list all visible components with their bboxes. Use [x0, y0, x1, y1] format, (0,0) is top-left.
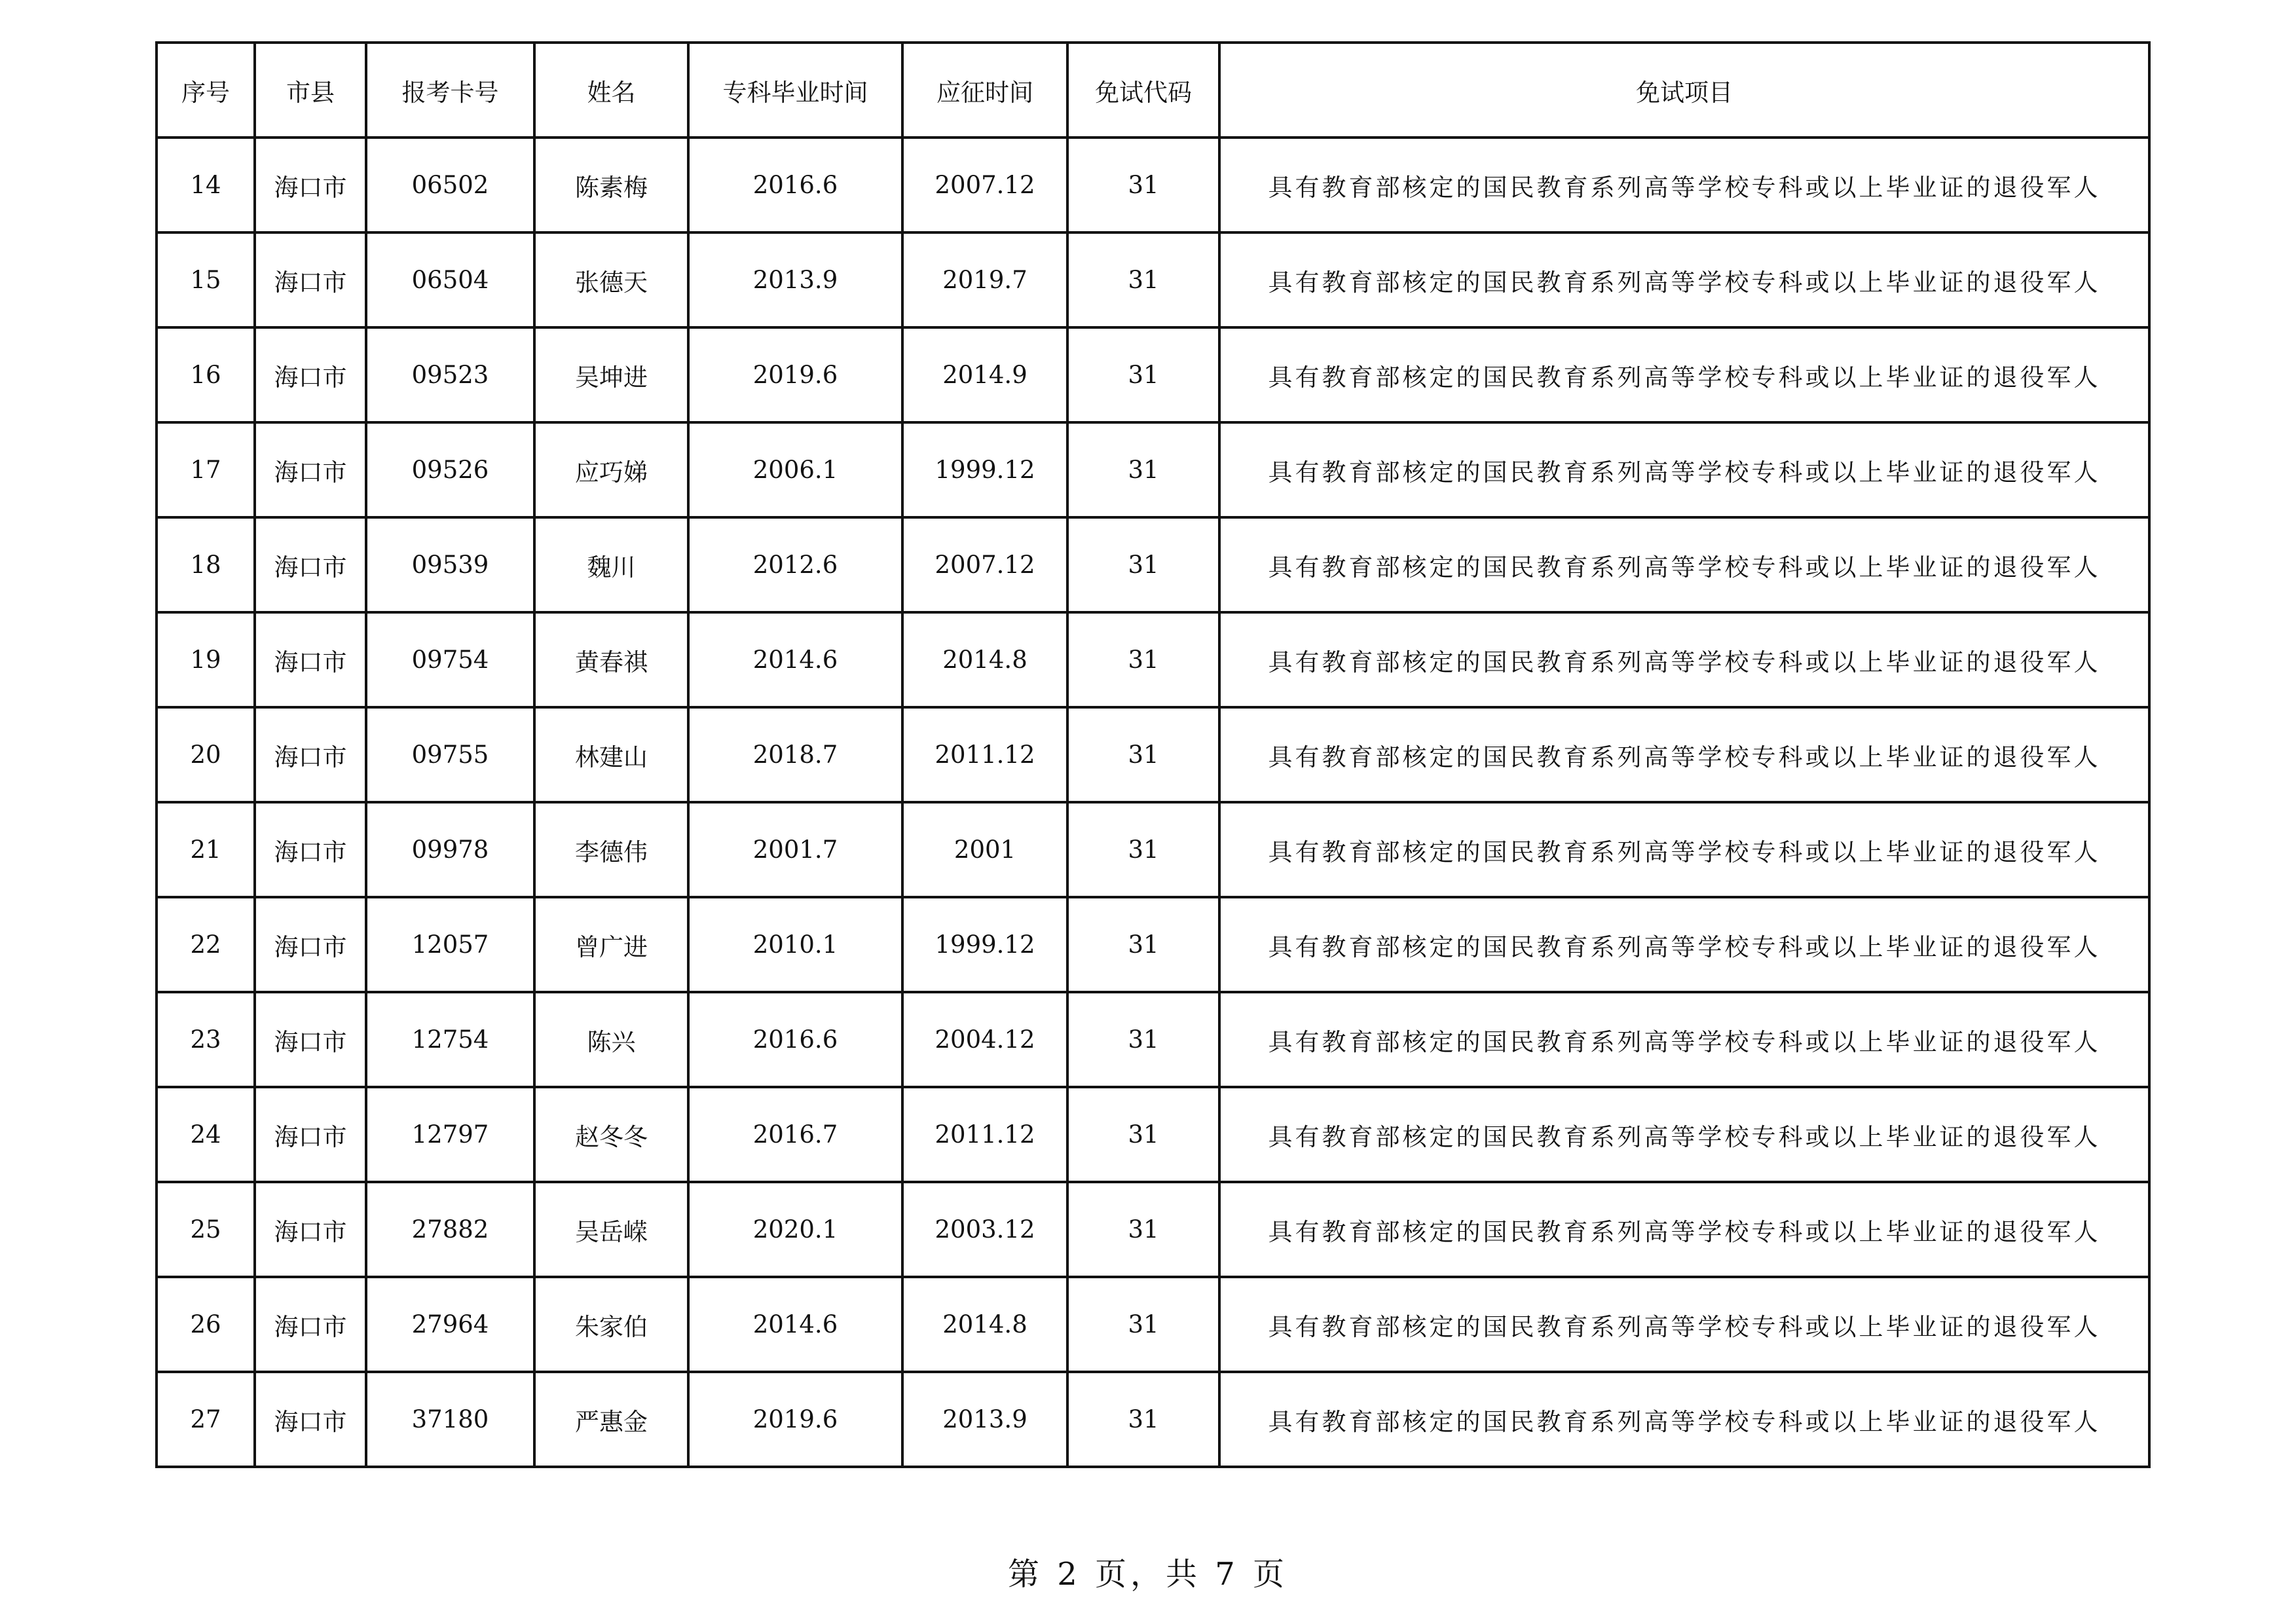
name-cell: 赵冬冬: [534, 1087, 688, 1182]
exemption-code-cell: 31: [1067, 802, 1219, 897]
enlistment-date-cell: 2007.12: [902, 138, 1067, 232]
city-cell: 海口市: [255, 1182, 366, 1277]
graduation-date-cell: 2019.6: [688, 327, 902, 422]
graduation-date-cell: 2012.6: [688, 517, 902, 612]
enlistment-date-cell: 2004.12: [902, 992, 1067, 1087]
table-row: [157, 897, 2149, 992]
graduation-date-cell: 2010.1: [688, 897, 902, 992]
table-row: [157, 232, 2149, 327]
city-cell: 海口市: [255, 1372, 366, 1467]
name-cell: 陈素梅: [534, 138, 688, 232]
graduation-date-cell: 2018.7: [688, 707, 902, 802]
table-header-row: [157, 43, 2149, 138]
table-row: [157, 1372, 2149, 1467]
table-row: [157, 517, 2149, 612]
exemption-item-cell: 具有教育部核定的国民教育系列高等学校专科或以上毕业证的退役军人: [1219, 992, 2149, 1087]
enlistment-date-cell: 2014.8: [902, 612, 1067, 707]
graduation-date-cell: 2006.1: [688, 422, 902, 517]
exemption-code-cell: 31: [1067, 612, 1219, 707]
exemption-item-cell: 具有教育部核定的国民教育系列高等学校专科或以上毕业证的退役军人: [1219, 327, 2149, 422]
index-cell: 14: [157, 138, 255, 232]
graduation-date-cell: 2016.6: [688, 138, 902, 232]
index-cell: 21: [157, 802, 255, 897]
city-cell: 海口市: [255, 992, 366, 1087]
card-number-cell: 12797: [366, 1087, 534, 1182]
exemption-item-cell: 具有教育部核定的国民教育系列高等学校专科或以上毕业证的退役军人: [1219, 232, 2149, 327]
exemption-item-cell: 具有教育部核定的国民教育系列高等学校专科或以上毕业证的退役军人: [1219, 517, 2149, 612]
exemption-item-cell: 具有教育部核定的国民教育系列高等学校专科或以上毕业证的退役军人: [1219, 1277, 2149, 1372]
graduation-date-cell: 2020.1: [688, 1182, 902, 1277]
city-cell: 海口市: [255, 897, 366, 992]
name-cell: 吴岳嵘: [534, 1182, 688, 1277]
exemption-item-cell: 具有教育部核定的国民教育系列高等学校专科或以上毕业证的退役军人: [1219, 422, 2149, 517]
enlistment-date-cell: 2014.9: [902, 327, 1067, 422]
card-number-cell: 27882: [366, 1182, 534, 1277]
index-cell: 16: [157, 327, 255, 422]
name-cell: 魏川: [534, 517, 688, 612]
header-cell-exemption-code: 免试代码: [1067, 43, 1219, 138]
name-cell: 应巧娣: [534, 422, 688, 517]
city-cell: 海口市: [255, 422, 366, 517]
exemption-code-cell: 31: [1067, 1277, 1219, 1372]
card-number-cell: 09978: [366, 802, 534, 897]
index-cell: 20: [157, 707, 255, 802]
exemption-item-cell: 具有教育部核定的国民教育系列高等学校专科或以上毕业证的退役军人: [1219, 1182, 2149, 1277]
enlistment-date-cell: 2019.7: [902, 232, 1067, 327]
header-cell-card-number: 报考卡号: [366, 43, 534, 138]
card-number-cell: 12754: [366, 992, 534, 1087]
city-cell: 海口市: [255, 612, 366, 707]
table-row: [157, 1087, 2149, 1182]
index-cell: 25: [157, 1182, 255, 1277]
table-row: [157, 802, 2149, 897]
exemption-code-cell: 31: [1067, 1372, 1219, 1467]
name-cell: 吴坤进: [534, 327, 688, 422]
exemption-code-cell: 31: [1067, 517, 1219, 612]
name-cell: 朱家伯: [534, 1277, 688, 1372]
graduation-date-cell: 2014.6: [688, 1277, 902, 1372]
exemption-table: [155, 41, 2151, 1468]
name-cell: 李德伟: [534, 802, 688, 897]
name-cell: 黄春祺: [534, 612, 688, 707]
table-row: [157, 1277, 2149, 1372]
enlistment-date-cell: 2001: [902, 802, 1067, 897]
table-body: [157, 138, 2149, 1467]
graduation-date-cell: 2016.7: [688, 1087, 902, 1182]
enlistment-date-cell: 2011.12: [902, 707, 1067, 802]
index-cell: 23: [157, 992, 255, 1087]
exemption-code-cell: 31: [1067, 992, 1219, 1087]
card-number-cell: 09523: [366, 327, 534, 422]
exemption-code-cell: 31: [1067, 1182, 1219, 1277]
card-number-cell: 06504: [366, 232, 534, 327]
card-number-cell: 09526: [366, 422, 534, 517]
table-row: [157, 612, 2149, 707]
city-cell: 海口市: [255, 517, 366, 612]
enlistment-date-cell: 2003.12: [902, 1182, 1067, 1277]
name-cell: 陈兴: [534, 992, 688, 1087]
graduation-date-cell: 2019.6: [688, 1372, 902, 1467]
header-cell-enlistment-date: 应征时间: [902, 43, 1067, 138]
name-cell: 曾广进: [534, 897, 688, 992]
exemption-code-cell: 31: [1067, 707, 1219, 802]
enlistment-date-cell: 2007.12: [902, 517, 1067, 612]
exemption-item-cell: 具有教育部核定的国民教育系列高等学校专科或以上毕业证的退役军人: [1219, 707, 2149, 802]
city-cell: 海口市: [255, 138, 366, 232]
index-cell: 22: [157, 897, 255, 992]
index-cell: 19: [157, 612, 255, 707]
city-cell: 海口市: [255, 1277, 366, 1372]
exemption-code-cell: 31: [1067, 232, 1219, 327]
table-row: [157, 138, 2149, 232]
graduation-date-cell: 2001.7: [688, 802, 902, 897]
table-row: [157, 707, 2149, 802]
card-number-cell: 09754: [366, 612, 534, 707]
table-row: [157, 1182, 2149, 1277]
exemption-item-cell: 具有教育部核定的国民教育系列高等学校专科或以上毕业证的退役军人: [1219, 1372, 2149, 1467]
card-number-cell: 27964: [366, 1277, 534, 1372]
exemption-item-cell: 具有教育部核定的国民教育系列高等学校专科或以上毕业证的退役军人: [1219, 612, 2149, 707]
city-cell: 海口市: [255, 232, 366, 327]
page-number: 第 2 页，共 7 页: [1007, 1556, 1289, 1593]
table-row: [157, 327, 2149, 422]
index-cell: 26: [157, 1277, 255, 1372]
table-row: [157, 422, 2149, 517]
name-cell: 张德天: [534, 232, 688, 327]
enlistment-date-cell: 1999.12: [902, 422, 1067, 517]
exemption-code-cell: 31: [1067, 138, 1219, 232]
card-number-cell: 09755: [366, 707, 534, 802]
index-cell: 24: [157, 1087, 255, 1182]
exemption-item-cell: 具有教育部核定的国民教育系列高等学校专科或以上毕业证的退役军人: [1219, 802, 2149, 897]
exemption-item-cell: 具有教育部核定的国民教育系列高等学校专科或以上毕业证的退役军人: [1219, 138, 2149, 232]
exemption-item-cell: 具有教育部核定的国民教育系列高等学校专科或以上毕业证的退役军人: [1219, 897, 2149, 992]
city-cell: 海口市: [255, 327, 366, 422]
card-number-cell: 09539: [366, 517, 534, 612]
enlistment-date-cell: 2011.12: [902, 1087, 1067, 1182]
enlistment-date-cell: 2014.8: [902, 1277, 1067, 1372]
table-row: [157, 992, 2149, 1087]
header-cell-exemption-item: 免试项目: [1219, 43, 2149, 138]
exemption-code-cell: 31: [1067, 1087, 1219, 1182]
header-cell-city: 市县: [255, 43, 366, 138]
exemption-code-cell: 31: [1067, 422, 1219, 517]
name-cell: 林建山: [534, 707, 688, 802]
index-cell: 17: [157, 422, 255, 517]
index-cell: 18: [157, 517, 255, 612]
graduation-date-cell: 2013.9: [688, 232, 902, 327]
city-cell: 海口市: [255, 707, 366, 802]
header-cell-index: 序号: [157, 43, 255, 138]
card-number-cell: 37180: [366, 1372, 534, 1467]
exemption-code-cell: 31: [1067, 897, 1219, 992]
graduation-date-cell: 2014.6: [688, 612, 902, 707]
exemption-item-cell: 具有教育部核定的国民教育系列高等学校专科或以上毕业证的退役军人: [1219, 1087, 2149, 1182]
enlistment-date-cell: 1999.12: [902, 897, 1067, 992]
card-number-cell: 06502: [366, 138, 534, 232]
graduation-date-cell: 2016.6: [688, 992, 902, 1087]
header-cell-graduation-date: 专科毕业时间: [688, 43, 902, 138]
city-cell: 海口市: [255, 802, 366, 897]
index-cell: 15: [157, 232, 255, 327]
enlistment-date-cell: 2013.9: [902, 1372, 1067, 1467]
card-number-cell: 12057: [366, 897, 534, 992]
header-cell-name: 姓名: [534, 43, 688, 138]
city-cell: 海口市: [255, 1087, 366, 1182]
exemption-code-cell: 31: [1067, 327, 1219, 422]
index-cell: 27: [157, 1372, 255, 1467]
name-cell: 严惠金: [534, 1372, 688, 1467]
